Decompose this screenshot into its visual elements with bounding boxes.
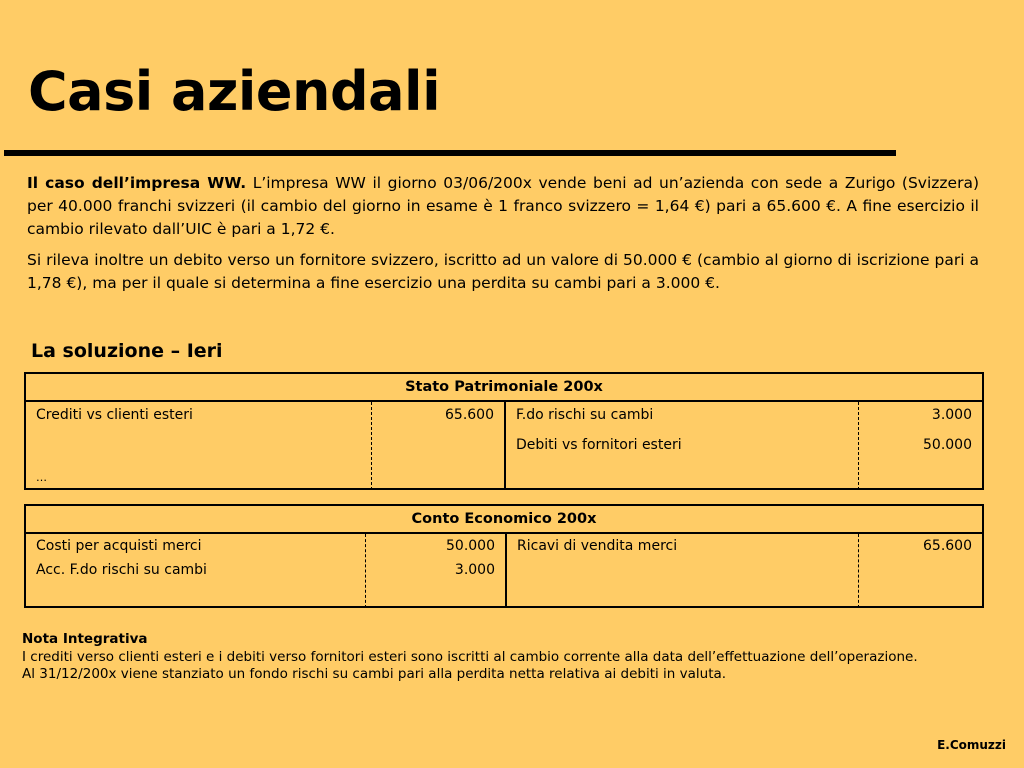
conto-economico-table (24, 504, 984, 608)
nota-title: Nota Integrativa (22, 631, 148, 647)
sp-left-value: 65.600 (445, 407, 494, 423)
case-paragraph-1-text: L’impresa WW il giorno 03/06/200x vende beni ad un’azienda con sede a Zurigo (Svizzera) per 40.000 franchi svizzeri (il cambio del giorno in esame è 1 franco svizzero = 1,64 €) pari a 65.600 €. A fine esercizio il cambio rilevato dall’UIC è pari a 1,72 €. (27, 174, 979, 238)
sp-right-label: F.do rischi su cambi (516, 407, 654, 423)
ce-left-label: Acc. F.do rischi su cambi (36, 562, 207, 578)
solution-heading: La soluzione – Ieri (31, 340, 223, 362)
sp-right-labels (506, 402, 859, 490)
ce-right-label: Ricavi di vendita merci (517, 538, 678, 554)
sp-right-values (859, 402, 982, 490)
author-footer: E.Comuzzi (937, 738, 1006, 752)
ce-right-labels (507, 534, 859, 608)
stato-patrimoniale-body (26, 402, 982, 490)
sp-ellipsis: … (36, 471, 47, 484)
sp-right-label: Debiti vs fornitori esteri (516, 437, 682, 453)
ce-left-labels (26, 534, 366, 608)
ce-right-values (859, 534, 982, 608)
sp-right-value: 3.000 (931, 407, 972, 423)
ce-left-value: 3.000 (454, 562, 495, 578)
sp-left-labels (26, 402, 372, 490)
stato-patrimoniale-table (24, 372, 984, 490)
case-lead: Il caso dell’impresa WW. (27, 174, 247, 192)
ce-left-label: Costi per acquisti merci (36, 538, 202, 554)
case-paragraph-1 (27, 172, 979, 241)
conto-economico-title: Conto Economico 200x (26, 506, 982, 534)
sp-left-values (372, 402, 506, 490)
nota-integrativa (22, 631, 972, 684)
stato-patrimoniale-title: Stato Patrimoniale 200x (26, 374, 982, 402)
case-paragraph-2: Si rileva inoltre un debito verso un fornitore svizzero, iscritto ad un valore di 50.000 € (cambio al giorno di iscrizione pari a 1,78 €), ma per il quale si determina a fine esercizio una perdita su cambi pari a 3.000 €. (27, 251, 979, 292)
slide-title: Casi aziendali (28, 60, 441, 123)
ce-right-value: 65.600 (923, 538, 972, 554)
nota-line-2: Al 31/12/200x viene stanziato un fondo rischi su cambi pari alla perdita netta relativa ai debiti in valuta. (22, 666, 727, 682)
sp-right-value: 50.000 (923, 437, 972, 453)
conto-economico-body (26, 534, 982, 608)
case-description (27, 172, 979, 303)
nota-line-1: I crediti verso clienti esteri e i debiti verso fornitori esteri sono iscritti al cambio corrente alla data dell’effettuazione dell’operazione. (22, 648, 918, 665)
ce-left-values (366, 534, 507, 608)
sp-left-label: Crediti vs clienti esteri (36, 407, 193, 423)
title-rule (4, 150, 896, 156)
ce-left-value: 50.000 (446, 538, 495, 554)
